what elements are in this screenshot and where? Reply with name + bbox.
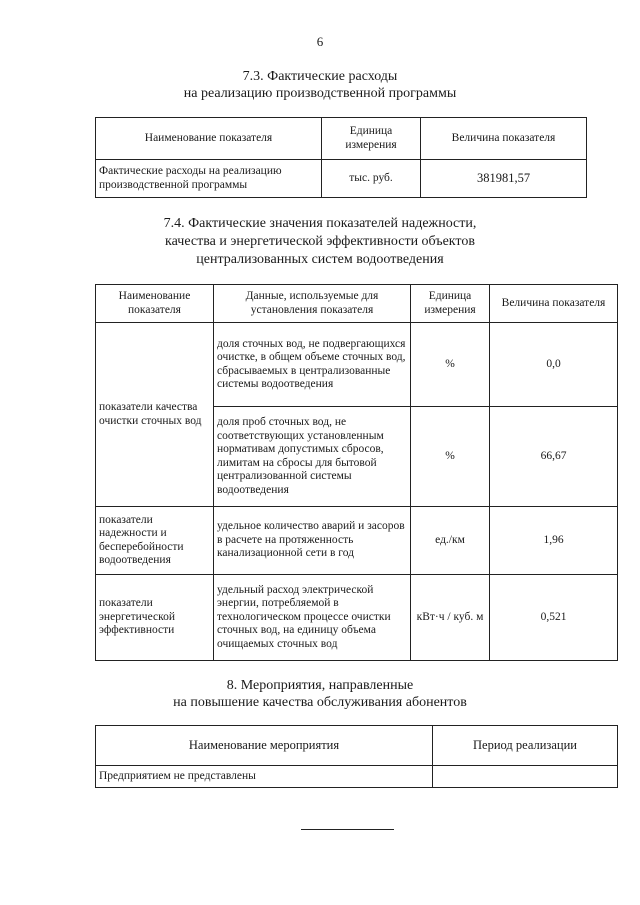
table-header-row bbox=[96, 118, 587, 160]
section-7-4-title-line-2: качества и энергетической эффективности объектов bbox=[165, 234, 475, 249]
page-number: 6 bbox=[316, 34, 324, 49]
row-data-cell: удельное количество аварий и засоров в расчете на протяженность канализационной сети в год bbox=[214, 507, 411, 575]
measures-table bbox=[95, 725, 618, 788]
table-header-row bbox=[96, 726, 618, 766]
table-row bbox=[96, 507, 618, 575]
row-data-cell: удельный расход электрической энергии, потребляемой в технологическом процессе очистки сточных вод, на единицу объема очищаемых сточных вод bbox=[214, 575, 411, 661]
indicators-table bbox=[95, 284, 618, 661]
group-energy-efficiency: показатели энергетической эффективности bbox=[96, 575, 214, 661]
row-data-cell: доля проб сточных вод, не соответствующих установленным нормативам допустимых сбросов, лимитам на сбросы для бытовой централизованной системы водоотведения bbox=[214, 407, 411, 507]
cost-value-cell: 381981,57 bbox=[421, 160, 587, 198]
section-8-title-line-2: на повышение качества обслуживания абонентов bbox=[173, 695, 467, 710]
measure-period-cell bbox=[433, 766, 618, 788]
row-value-cell: 0,521 bbox=[490, 575, 618, 661]
table-row bbox=[96, 575, 618, 661]
section-7-4-title-line-3: централизованных систем водоотведения bbox=[196, 252, 444, 267]
row-value-cell: 66,67 bbox=[490, 407, 618, 507]
row-data-cell: доля сточных вод, не подвергающихся очистке, в общем объеме сточных вод, сбрасываемых в централизованные системы водоотведения bbox=[214, 323, 411, 407]
row-unit-cell: кВт·ч / куб. м bbox=[411, 575, 490, 661]
table-row bbox=[96, 323, 618, 407]
header-value: Величина показателя bbox=[490, 285, 618, 323]
header-unit: Единица измерения bbox=[322, 118, 421, 160]
costs-table bbox=[95, 117, 587, 198]
section-7-4-title-line-1: 7.4. Фактические значения показателей надежности, bbox=[163, 216, 477, 231]
group-treatment-quality: показатели качества очистки сточных вод bbox=[96, 323, 214, 507]
header-period: Период реализации bbox=[433, 726, 618, 766]
row-value-cell: 0,0 bbox=[490, 323, 618, 407]
header-unit: Единица измерения bbox=[411, 285, 490, 323]
header-source-data: Данные, используемые для установления показателя bbox=[214, 285, 411, 323]
section-7-3-title-line-2: на реализацию производственной программы bbox=[183, 86, 457, 101]
header-indicator-name: Наименование показателя bbox=[96, 118, 322, 160]
section-8-title-line-1: 8. Мероприятия, направленные bbox=[226, 678, 414, 693]
row-unit-cell: % bbox=[411, 407, 490, 507]
header-indicator-name: Наименование показателя bbox=[96, 285, 214, 323]
group-reliability: показатели надежности и бесперебойности водоотведения bbox=[96, 507, 214, 575]
header-measure-name: Наименование мероприятия bbox=[96, 726, 433, 766]
cost-unit-cell: тыс. руб. bbox=[322, 160, 421, 198]
header-value: Величина показателя bbox=[421, 118, 587, 160]
section-7-3-title-line-1: 7.3. Фактические расходы bbox=[242, 69, 398, 84]
row-unit-cell: % bbox=[411, 323, 490, 407]
table-row bbox=[96, 766, 618, 788]
table-row bbox=[96, 160, 587, 198]
row-value-cell: 1,96 bbox=[490, 507, 618, 575]
table-header-row bbox=[96, 285, 618, 323]
row-unit-cell: ед./км bbox=[411, 507, 490, 575]
cost-name-cell: Фактические расходы на реализацию производственной программы bbox=[96, 160, 322, 198]
end-separator-line bbox=[301, 829, 394, 830]
measure-name-cell: Предприятием не представлены bbox=[96, 766, 433, 788]
